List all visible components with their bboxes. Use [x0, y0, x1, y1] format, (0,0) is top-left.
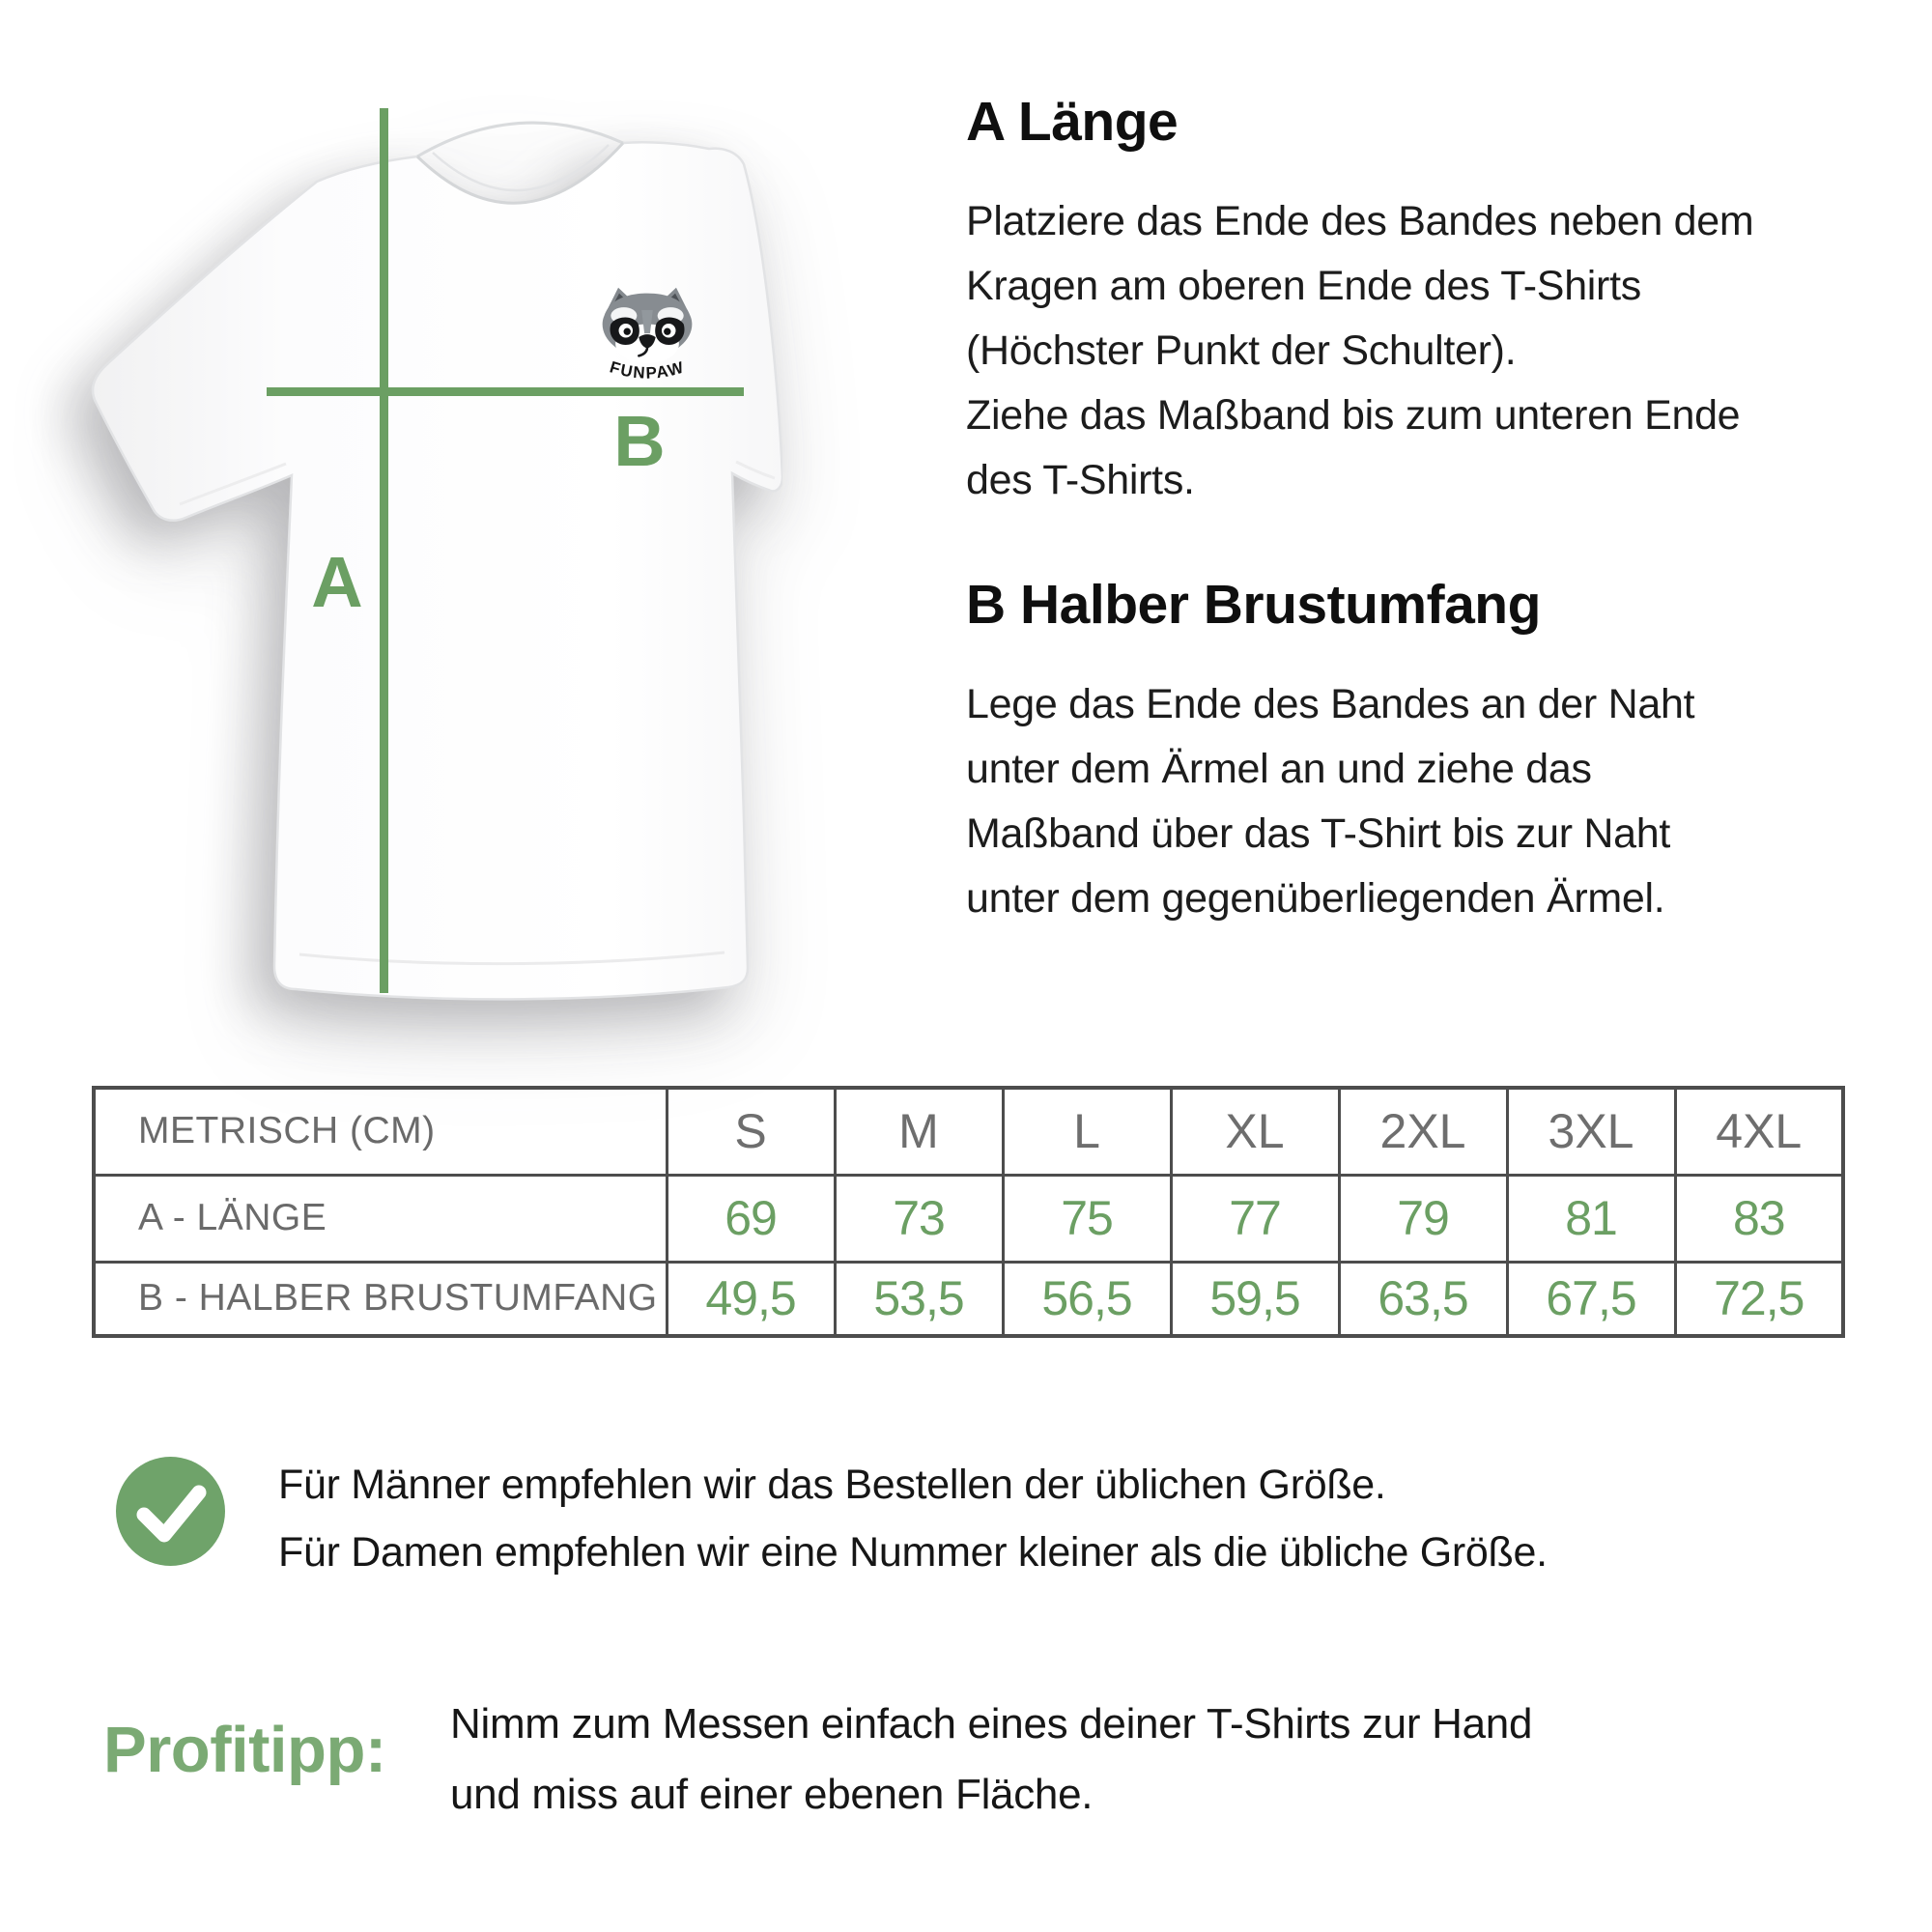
- value-cell: 63,5: [1339, 1262, 1507, 1336]
- size-col-l: L: [1003, 1088, 1171, 1175]
- recommendation-text: [278, 1451, 1548, 1586]
- size-col-s: S: [667, 1088, 835, 1175]
- protip-label: Profitipp:: [103, 1714, 386, 1786]
- text-line: und miss auf einer ebenen Fläche.: [450, 1771, 1094, 1818]
- section-a-laenge: [966, 89, 1864, 513]
- section-a-text: [966, 189, 1864, 513]
- value-cell: 79: [1339, 1175, 1507, 1262]
- text-line: Kragen am oberen Ende des T-Shirts: [966, 263, 1641, 309]
- value-cell: 53,5: [835, 1262, 1003, 1336]
- section-b-text: [966, 672, 1864, 931]
- table-row-brustumfang: [94, 1262, 1843, 1336]
- unit-header-cell: METRISCH (CM): [94, 1088, 667, 1175]
- value-cell: 81: [1507, 1175, 1675, 1262]
- text-line: Für Damen empfehlen wir eine Nummer kleiner als die übliche Größe.: [278, 1529, 1548, 1576]
- shirt-diagram: [68, 68, 782, 1024]
- check-badge: [116, 1457, 225, 1566]
- checkmark-icon: [116, 1457, 225, 1566]
- value-cell: 72,5: [1675, 1262, 1843, 1336]
- measure-label-b: B: [613, 401, 666, 481]
- value-cell: 77: [1171, 1175, 1339, 1262]
- value-cell: 49,5: [667, 1262, 835, 1336]
- tshirt-image: [68, 68, 782, 1024]
- size-col-3xl: 3XL: [1507, 1088, 1675, 1175]
- text-line: unter dem gegenüberliegenden Ärmel.: [966, 875, 1665, 922]
- value-cell: 67,5: [1507, 1262, 1675, 1336]
- table-row-laenge: [94, 1175, 1843, 1262]
- row-label: B - HALBER BRUSTUMFANG: [94, 1262, 667, 1336]
- text-line: Maßband über das T-Shirt bis zur Naht: [966, 810, 1671, 857]
- logo-text: FUNPAW: [607, 357, 688, 383]
- protip-text: [450, 1689, 1532, 1830]
- funpaw-raccoon-logo: [591, 282, 703, 394]
- text-line: Nimm zum Messen einfach eines deiner T-Shirts zur Hand: [450, 1700, 1533, 1747]
- text-line: Für Männer empfehlen wir das Bestellen der üblichen Größe.: [278, 1462, 1386, 1508]
- value-cell: 73: [835, 1175, 1003, 1262]
- value-cell: 56,5: [1003, 1262, 1171, 1336]
- measure-label-a: A: [311, 542, 363, 622]
- text-line: Platziere das Ende des Bandes neben dem: [966, 198, 1754, 244]
- section-b-brustumfang: [966, 572, 1864, 931]
- text-line: (Höchster Punkt der Schulter).: [966, 327, 1517, 374]
- size-col-xl: XL: [1171, 1088, 1339, 1175]
- table-header-row: [94, 1088, 1843, 1175]
- value-cell: 59,5: [1171, 1262, 1339, 1336]
- text-line: unter dem Ärmel an und ziehe das: [966, 746, 1592, 792]
- measure-line-a-vertical: [380, 108, 388, 993]
- size-col-m: M: [835, 1088, 1003, 1175]
- value-cell: 83: [1675, 1175, 1843, 1262]
- size-col-4xl: 4XL: [1675, 1088, 1843, 1175]
- text-line: Lege das Ende des Bandes an der Naht: [966, 681, 1695, 727]
- value-cell: 75: [1003, 1175, 1171, 1262]
- size-col-2xl: 2XL: [1339, 1088, 1507, 1175]
- text-line: des T-Shirts.: [966, 457, 1195, 503]
- size-table: [92, 1086, 1845, 1338]
- text-line: Ziehe das Maßband bis zum unteren Ende: [966, 392, 1741, 439]
- section-a-heading: A Länge: [966, 91, 1179, 153]
- value-cell: 69: [667, 1175, 835, 1262]
- section-b-heading: B Halber Brustumfang: [966, 574, 1541, 636]
- row-label: A - LÄNGE: [94, 1175, 667, 1262]
- measure-line-b-horizontal: [267, 387, 744, 396]
